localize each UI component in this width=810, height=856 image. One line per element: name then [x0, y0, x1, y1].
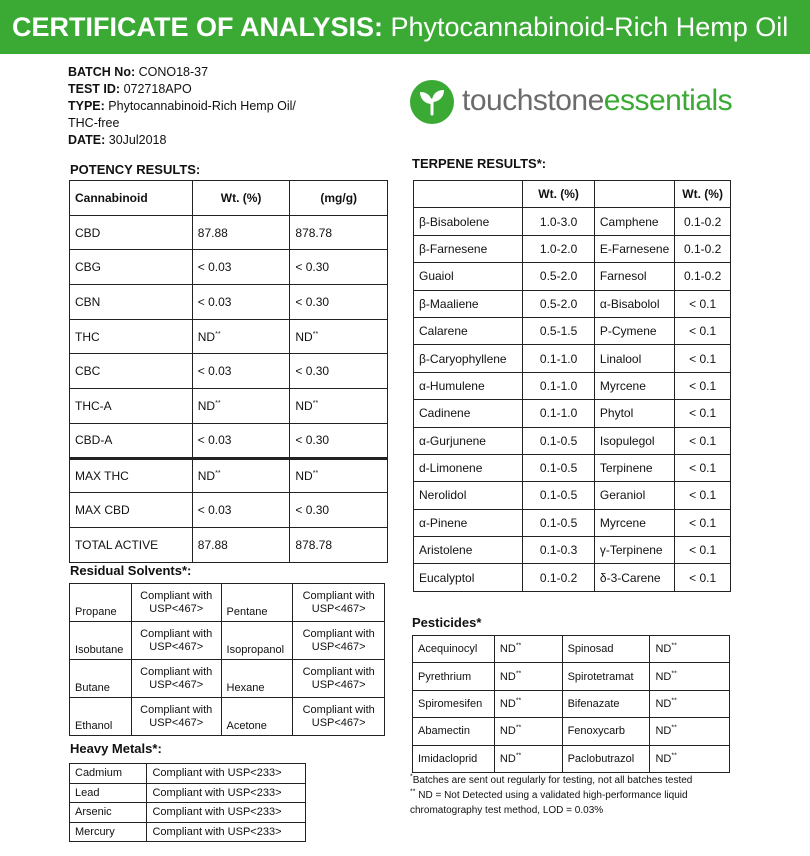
potency-row [70, 527, 388, 562]
solvent-name: Ethanol [70, 698, 132, 736]
terpene-value: 0.5-2.0 [523, 290, 595, 317]
metal-name: Mercury [70, 822, 147, 842]
pesticide-result: ND** [494, 718, 562, 745]
footnotes [410, 773, 740, 818]
test-id-label: TEST ID: [68, 82, 121, 96]
terpene-name: δ-3-Carene [594, 564, 674, 591]
potency-value: ND** [192, 458, 290, 493]
terpene-value: 0.5-1.5 [523, 317, 595, 344]
potency-table [69, 180, 388, 563]
terpene-value: 1.0-3.0 [523, 208, 595, 235]
metal-compliance: Compliant with USP<233> [147, 783, 306, 803]
terpene-name: Myrcene [594, 372, 674, 399]
terpene-row [414, 317, 731, 344]
terpene-name: β-Maaliene [414, 290, 523, 317]
terpene-value: 0.1-0.2 [675, 235, 731, 262]
potency-value: ND** [290, 458, 388, 493]
potency-header-row [70, 181, 388, 216]
terpene-value: < 0.1 [675, 509, 731, 536]
pesticide-result: ND** [494, 690, 562, 717]
terpene-name: Isopulegol [594, 427, 674, 454]
terpene-row [414, 400, 731, 427]
metals-title: Heavy Metals*: [70, 741, 162, 756]
potency-value: < 0.03 [192, 250, 290, 285]
terpene-row [414, 263, 731, 290]
cannabinoid-name: CBD-A [70, 423, 193, 458]
potency-value: 87.88 [192, 215, 290, 250]
potency-header-cell: Cannabinoid [70, 181, 193, 216]
terpene-name: Farnesol [594, 263, 674, 290]
potency-value: < 0.03 [192, 423, 290, 458]
terpene-name: d-Limonene [414, 454, 523, 481]
terpene-name: P-Cymene [594, 317, 674, 344]
type-value: Phytocannabinoid-Rich Hemp Oil/ [104, 99, 296, 113]
cannabinoid-name: THC [70, 319, 193, 354]
type-value-line2: THC-free [68, 116, 120, 130]
terpene-value: < 0.1 [675, 400, 731, 427]
test-id-value: 072718APO [120, 82, 192, 96]
terpene-value: < 0.1 [675, 317, 731, 344]
terpene-header-row [414, 181, 731, 208]
terpene-name: Phytol [594, 400, 674, 427]
terpene-name: Nerolidol [414, 482, 523, 509]
pesticide-name: Acequinocyl [413, 636, 495, 663]
terpene-row [414, 208, 731, 235]
pesticide-name: Spiromesifen [413, 690, 495, 717]
solvent-name: Isobutane [70, 622, 132, 660]
terpene-table [413, 180, 731, 592]
metal-compliance: Compliant with USP<233> [147, 764, 306, 784]
solvent-compliance: Compliant with USP<467> [293, 698, 385, 736]
terpene-name: β-Bisabolene [414, 208, 523, 235]
terpene-value: < 0.1 [675, 482, 731, 509]
logo-wordmark [462, 84, 732, 118]
terpene-name: α-Gurjunene [414, 427, 523, 454]
potency-value: < 0.30 [290, 354, 388, 389]
terpene-name: Guaiol [414, 263, 523, 290]
potency-value: < 0.03 [192, 354, 290, 389]
metal-row [70, 822, 306, 842]
pesticide-result: ND** [650, 745, 730, 772]
pesticide-row [413, 690, 730, 717]
potency-header-cell: Wt. (%) [192, 181, 290, 216]
terpene-name: α-Bisabolol [594, 290, 674, 317]
metal-name: Lead [70, 783, 147, 803]
batch-value: CONO18-37 [135, 65, 209, 79]
cannabinoid-name: CBG [70, 250, 193, 285]
footnote-2: ** ND = Not Detected using a validated high-performance liquid chromatography test method, LOD = 0.03% [410, 788, 688, 816]
solvents-title: Residual Solvents*: [70, 563, 192, 578]
terpene-value: < 0.1 [675, 372, 731, 399]
pesticide-result: ND** [494, 745, 562, 772]
terpene-row [414, 345, 731, 372]
terpene-header-wt: Wt. (%) [675, 181, 731, 208]
solvent-compliance: Compliant with USP<467> [293, 622, 385, 660]
terpene-value: < 0.1 [675, 564, 731, 591]
metal-row [70, 783, 306, 803]
potency-row [70, 215, 388, 250]
terpene-value: 1.0-2.0 [523, 235, 595, 262]
type-label: TYPE: [68, 99, 105, 113]
terpene-value: 0.1-0.2 [675, 263, 731, 290]
batch-label: BATCH No: [68, 65, 136, 79]
metal-compliance: Compliant with USP<233> [147, 822, 306, 842]
solvent-compliance: Compliant with USP<467> [293, 584, 385, 622]
solvent-name: Hexane [221, 660, 293, 698]
pesticide-result: ND** [650, 690, 730, 717]
pesticide-name: Abamectin [413, 718, 495, 745]
pesticide-row [413, 745, 730, 772]
metal-name: Cadmium [70, 764, 147, 784]
terpene-name: E-Farnesene [594, 235, 674, 262]
terpene-value: 0.1-0.5 [523, 427, 595, 454]
terpene-value: 0.1-0.2 [523, 564, 595, 591]
terpene-row [414, 537, 731, 564]
cannabinoid-name: CBN [70, 285, 193, 320]
potency-value: < 0.03 [192, 285, 290, 320]
potency-value: ND** [290, 389, 388, 424]
solvent-row [70, 698, 385, 736]
potency-value: < 0.30 [290, 423, 388, 458]
pesticide-name: Spinosad [562, 636, 650, 663]
pesticide-name: Paclobutrazol [562, 745, 650, 772]
cannabinoid-name: THC-A [70, 389, 193, 424]
terpene-value: 0.1-0.5 [523, 454, 595, 481]
pesticide-name: Fenoxycarb [562, 718, 650, 745]
brand-logo [410, 80, 740, 128]
date-label: DATE: [68, 133, 106, 147]
terpene-name: Calarene [414, 317, 523, 344]
metal-row [70, 803, 306, 823]
potency-value: < 0.30 [290, 493, 388, 528]
pesticide-row [413, 663, 730, 690]
terpene-name: Cadinene [414, 400, 523, 427]
pesticide-result: ND** [650, 718, 730, 745]
metals-table [69, 763, 306, 842]
metal-row [70, 764, 306, 784]
terpene-title: TERPENE RESULTS*: [412, 156, 547, 171]
solvent-row [70, 584, 385, 622]
terpene-value: < 0.1 [675, 454, 731, 481]
cannabinoid-name: CBD [70, 215, 193, 250]
terpene-name: γ-Terpinene [594, 537, 674, 564]
terpene-value: 0.5-2.0 [523, 263, 595, 290]
potency-value: ND** [192, 319, 290, 354]
solvent-name: Pentane [221, 584, 293, 622]
terpene-name: α-Pinene [414, 509, 523, 536]
potency-header-cell: (mg/g) [290, 181, 388, 216]
terpene-name: Eucalyptol [414, 564, 523, 591]
solvent-name: Isopropanol [221, 622, 293, 660]
terpene-name: β-Farnesene [414, 235, 523, 262]
potency-value: < 0.03 [192, 493, 290, 528]
potency-value: 878.78 [290, 215, 388, 250]
pesticides-title: Pesticides* [412, 615, 482, 630]
terpene-value: < 0.1 [675, 290, 731, 317]
potency-row [70, 423, 388, 458]
solvent-name: Butane [70, 660, 132, 698]
cannabinoid-name: TOTAL ACTIVE [70, 527, 193, 562]
pesticide-name: Spirotetramat [562, 663, 650, 690]
solvent-row [70, 622, 385, 660]
pesticide-result: ND** [650, 636, 730, 663]
terpene-name: Camphene [594, 208, 674, 235]
terpene-header-blank [594, 181, 674, 208]
terpene-row [414, 454, 731, 481]
solvent-row [70, 660, 385, 698]
logo-part-1: touchstone [462, 84, 604, 117]
terpene-name: Linalool [594, 345, 674, 372]
terpene-value: 0.1-0.5 [523, 509, 595, 536]
terpene-row [414, 482, 731, 509]
terpene-value: < 0.1 [675, 427, 731, 454]
terpene-row [414, 372, 731, 399]
cannabinoid-name: CBC [70, 354, 193, 389]
terpene-name: Aristolene [414, 537, 523, 564]
terpene-row [414, 509, 731, 536]
solvent-compliance: Compliant with USP<467> [131, 622, 221, 660]
terpene-row [414, 290, 731, 317]
solvent-compliance: Compliant with USP<467> [131, 660, 221, 698]
footnote-1: *Batches are sent out regularly for testing, not all batches tested [410, 773, 693, 786]
potency-value: 87.88 [192, 527, 290, 562]
terpene-row [414, 564, 731, 591]
terpene-name: Geraniol [594, 482, 674, 509]
potency-value: < 0.30 [290, 285, 388, 320]
potency-row [70, 493, 388, 528]
potency-value: 878.78 [290, 527, 388, 562]
pesticide-row [413, 636, 730, 663]
pesticide-result: ND** [650, 663, 730, 690]
terpene-header-wt: Wt. (%) [523, 181, 595, 208]
terpene-value: 0.1-1.0 [523, 400, 595, 427]
pesticide-result: ND** [494, 663, 562, 690]
potency-value: ND** [290, 319, 388, 354]
terpene-value: < 0.1 [675, 345, 731, 372]
solvent-compliance: Compliant with USP<467> [131, 698, 221, 736]
pesticides-table [412, 635, 730, 773]
pesticide-name: Pyrethrium [413, 663, 495, 690]
terpene-name: Terpinene [594, 454, 674, 481]
solvents-table [69, 583, 385, 736]
terpene-value: 0.1-1.0 [523, 372, 595, 399]
banner-title-rest: Phytocannabinoid-Rich Hemp Oil [383, 12, 789, 42]
terpene-name: β-Caryophyllene [414, 345, 523, 372]
potency-title: POTENCY RESULTS: [70, 162, 201, 177]
pesticide-result: ND** [494, 636, 562, 663]
terpene-value: 0.1-0.5 [523, 482, 595, 509]
solvent-name: Acetone [221, 698, 293, 736]
leaf-icon [410, 80, 454, 124]
page-banner [0, 0, 810, 54]
pesticide-row [413, 718, 730, 745]
terpene-name: α-Humulene [414, 372, 523, 399]
pesticide-name: Bifenazate [562, 690, 650, 717]
potency-row [70, 389, 388, 424]
potency-row [70, 285, 388, 320]
terpene-value: 0.1-0.3 [523, 537, 595, 564]
terpene-row [414, 235, 731, 262]
batch-info [68, 64, 296, 149]
pesticide-name: Imidacloprid [413, 745, 495, 772]
solvent-compliance: Compliant with USP<467> [293, 660, 385, 698]
metal-name: Arsenic [70, 803, 147, 823]
potency-row [70, 458, 388, 493]
logo-part-2: essentials [603, 84, 733, 117]
cannabinoid-name: MAX CBD [70, 493, 193, 528]
potency-value: ND** [192, 389, 290, 424]
potency-row [70, 354, 388, 389]
terpene-value: 0.1-1.0 [523, 345, 595, 372]
banner-title-bold: CERTIFICATE OF ANALYSIS: [12, 12, 384, 42]
terpene-name: Myrcene [594, 509, 674, 536]
potency-row [70, 250, 388, 285]
terpene-row [414, 427, 731, 454]
metal-compliance: Compliant with USP<233> [147, 803, 306, 823]
terpene-value: < 0.1 [675, 537, 731, 564]
potency-value: < 0.30 [290, 250, 388, 285]
potency-row [70, 319, 388, 354]
cannabinoid-name: MAX THC [70, 458, 193, 493]
solvent-name: Propane [70, 584, 132, 622]
date-value: 30Jul2018 [105, 133, 167, 147]
solvent-compliance: Compliant with USP<467> [131, 584, 221, 622]
terpene-header-blank [414, 181, 523, 208]
terpene-value: 0.1-0.2 [675, 208, 731, 235]
